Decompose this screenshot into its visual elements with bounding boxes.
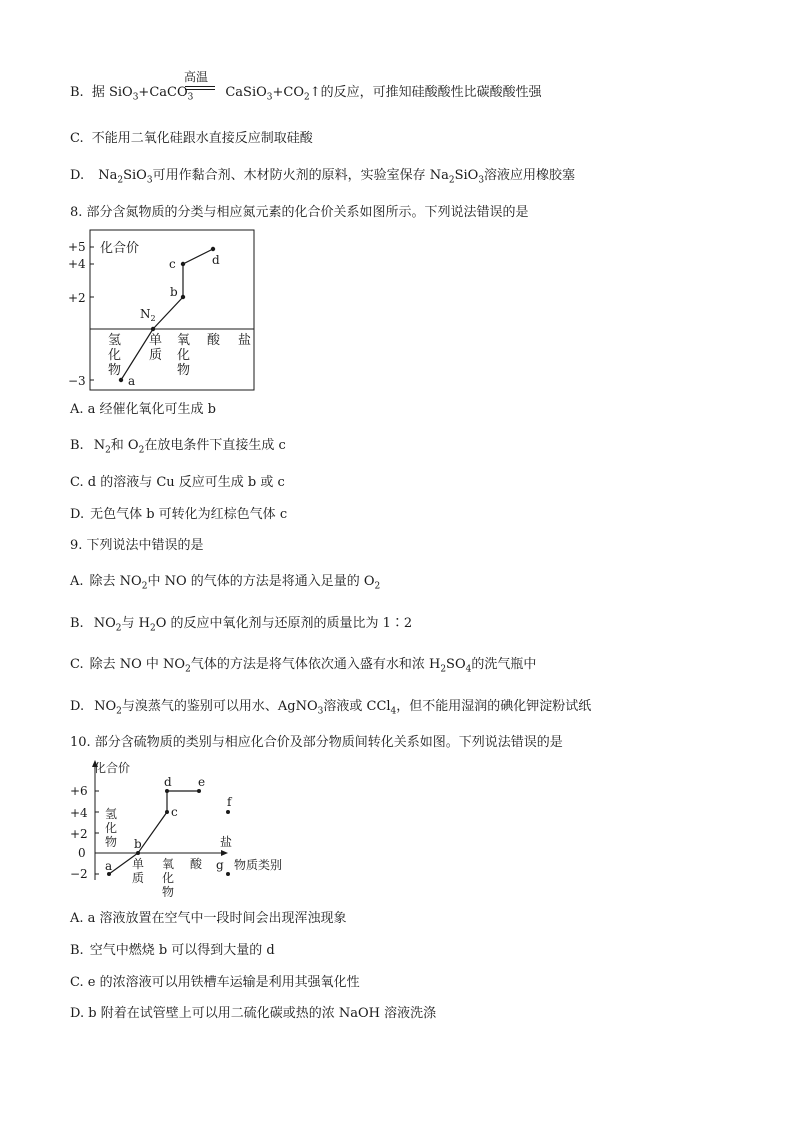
point-n2 [151,327,155,331]
category-label: 物 [162,885,175,899]
point-label-b: b [134,837,142,851]
category-label: 单 [149,333,163,348]
category-label: 盐 [238,333,252,348]
point-label-d: d [212,253,220,267]
category-label: 化 [177,348,191,363]
q10-option-c: C. e 的浓溶液可以用铁槽车运输是利用其强氧化性 [70,975,360,990]
chart-title: 化合价 [94,761,131,775]
category-label: 酸 [207,333,221,348]
category-label: 化 [105,821,118,835]
valence-path [109,791,199,874]
category-label: 氧 [162,857,175,871]
point-e [197,789,201,793]
point-b [181,295,185,299]
y-tick: −2 [70,867,88,881]
point-label-n2: $N_2$ [140,307,156,323]
y-tick: +4 [68,257,86,271]
q8-option-a: A. a 经催化氧化可生成 b [70,402,217,417]
q9-option-d: D. $NO_2$与溴蒸气的鉴别可以用水、AgNO$_3$溶液或 CCl$_4$，但不能用湿润的碘化钾淀粉试纸 [70,699,592,717]
q8-stem: 8. 部分含氮物质的分类与相应氮元素的化合价关系如图所示。下列说法错误的是 [70,205,529,220]
y-tick: +6 [70,784,88,798]
y-tick: −3 [68,374,86,388]
q9-option-b: B. $NO_2$与 $H_2O$ 的反应中氧化剂与还原剂的质量比为 1∶2 [70,616,413,634]
sulfur-valence-chart [66,758,296,900]
q9-option-a: A. 除去 $NO_2$中 NO 的气体的方法是将通入足量的 $O_2$ [70,574,381,592]
y-tick: +4 [70,806,88,820]
point-c [165,810,169,814]
q10-option-d: D. b 附着在试管壁上可以用二硫化碳或热的浓 NaOH 溶液洗涤 [70,1006,437,1021]
category-label: 物 [105,835,118,849]
point-c [181,262,185,266]
point-label-g: g [216,858,224,872]
point-d [211,247,215,251]
q10-stem: 10. 部分含硫物质的类别与相应化合价及部分物质间转化关系如图。下列说法错误的是 [70,735,563,750]
point-label-a: a [128,374,136,388]
y-tick: 0 [78,846,86,860]
reaction-condition: 高温 [184,70,209,84]
y-tick: +2 [70,827,88,841]
q8-option-c: C. d 的溶液与 Cu 反应可生成 b 或 c [70,475,285,490]
q10-option-a: A. a 溶液放置在空气中一段时间会出现浑浊现象 [70,911,347,926]
category-label: 化 [162,871,175,885]
category-label: 质 [132,871,145,885]
point-g [226,872,230,876]
q9-stem: 9. 下列说法中错误的是 [70,538,204,553]
category-label: 氢 [105,807,118,821]
x-axis-arrow [221,850,228,856]
q9-option-c: C. 除去 NO 中 $NO_2$气体的方法是将气体依次通入盛有水和浓 $H_2SO_4$的洗气瓶中 [70,657,537,675]
point-d [165,789,169,793]
chart-title: 化合价 [100,241,140,256]
point-label-b: b [170,285,178,299]
category-label: 质 [149,348,163,363]
q7-option-b: B. 据 SiO$_3$+CaCO$_3$ $CaSiO_3+CO_2↑$的反应，可推知硅酸酸性比碳酸酸性强 [70,85,542,103]
point-label-c: c [169,257,176,271]
point-label-d: d [164,775,172,789]
point-a [119,378,123,382]
category-label: 酸 [190,857,203,871]
point-label-f: f [227,795,232,809]
point-f [226,810,230,814]
y-tick: +2 [68,291,86,305]
valence-path [121,249,213,380]
category-label: 物 [108,363,122,378]
q7-option-d: D. $Na_2SiO_3$可用作黏合剂、木材防火剂的原料，实验室保存 $Na_2SiO_3$溶液应用橡胶塞 [70,168,576,186]
point-b [136,851,140,855]
category-label: 单 [132,857,145,871]
y-tick: +5 [68,240,86,254]
category-label: 化 [108,348,122,363]
q8-option-b: B. $N_2$和 $O_2$在放电条件下直接生成 c [70,438,286,456]
category-label: 氢 [108,333,122,348]
category-label: 氧 [177,333,191,348]
category-label: 盐 [220,835,233,849]
category-label: 物 [177,363,191,378]
nitrogen-valence-chart [66,228,266,392]
q10-option-b: B. 空气中燃烧 b 可以得到大量的 d [70,943,275,958]
x-axis-title: 物质类别 [234,858,283,872]
point-label-a: a [105,859,113,873]
point-label-e: e [198,775,206,789]
q7-option-c: C. 不能用二氧化硅跟水直接反应制取硅酸 [70,131,313,146]
q8-option-d: D. 无色气体 b 可转化为红棕色气体 c [70,507,288,522]
point-label-c: c [171,805,178,819]
